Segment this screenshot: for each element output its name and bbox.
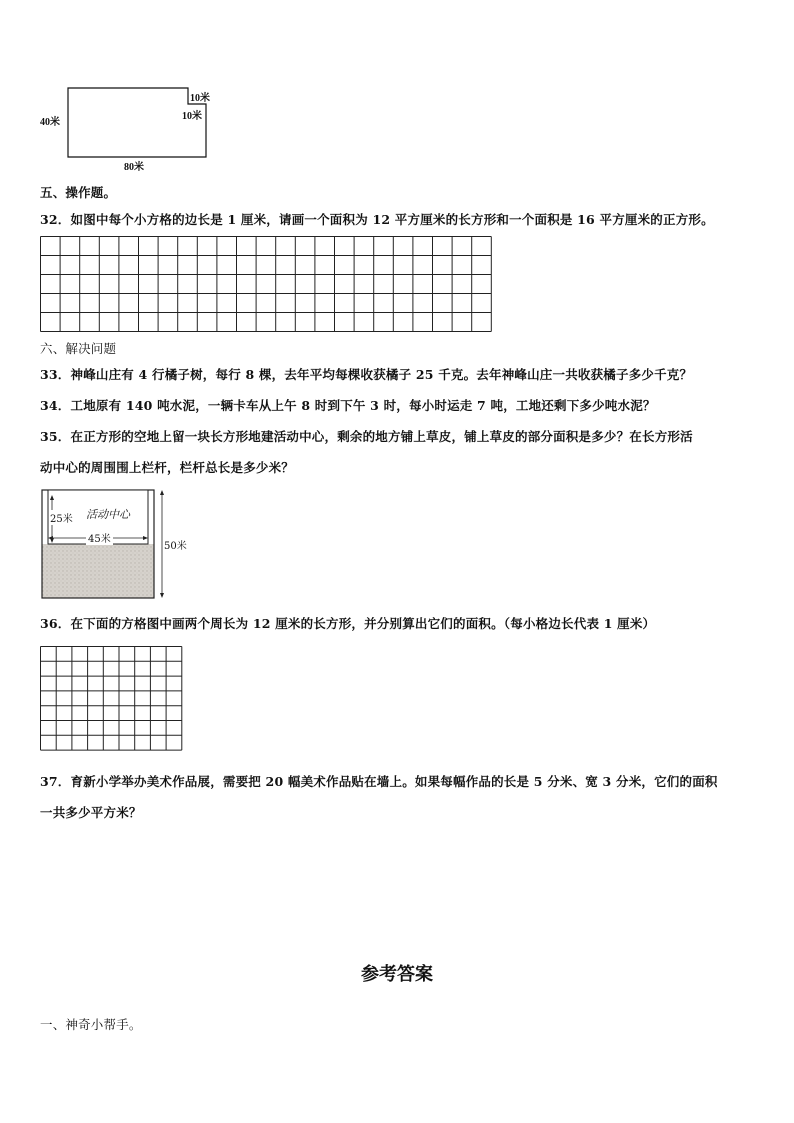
figure35-height-label: 25米 <box>50 510 73 525</box>
figure1-left-label: 40米 <box>40 117 60 128</box>
figure1-bottom-label: 80米 <box>124 162 144 173</box>
figure35-center-label: 活动中心 <box>86 508 130 521</box>
figure1-notch-top-label: 10米 <box>190 93 210 104</box>
figure35-width-label: 45米 <box>86 530 113 545</box>
section5-heading: 五、操作题。 <box>40 185 117 200</box>
question-37-line1: 37．育新小学举办美术作品展，需要把 20 幅美术作品贴在墙上。如果每幅作品的长是 5 分米、宽 3 分米，它们的面积 <box>40 774 718 789</box>
question-34: 34．工地原有 140 吨水泥，一辆卡车从上午 8 时到下午 3 时，每小时运走 7 吨，工地还剩下多少吨水泥？ <box>40 398 656 413</box>
question-35-line2: 动中心的周围围上栏杆，栏杆总长是多少米？ <box>40 460 295 475</box>
answers-title: 参考答案 <box>361 964 433 985</box>
question-37-line2: 一共多少平方米？ <box>40 805 142 820</box>
question-33: 33．神峰山庄有 4 行橘子树，每行 8 棵，去年平均每棵收获橘子 25 千克。去年神峰山庄一共收获橘子多少千克？ <box>40 367 693 382</box>
grid-question-36 <box>40 646 185 752</box>
question-36: 36．在下面的方格图中画两个周长为 12 厘米的长方形，并分别算出它们的面积。（每小格边长代表 1 厘米） <box>40 616 656 631</box>
figure35-side-label: 50米 <box>164 537 187 552</box>
section6-heading: 六、解决问题 <box>40 341 117 356</box>
figure1-notch-side-label: 10米 <box>182 111 202 122</box>
question-35-line1: 35．在正方形的空地上留一块长方形地建活动中心，剩余的地方铺上草皮，铺上草皮的部分面积是多少？在长方形活 <box>40 429 693 444</box>
grid-question-32 <box>40 236 496 334</box>
answers-section1-heading: 一、神奇小帮手。 <box>40 1017 142 1032</box>
question-32: 32．如图中每个小方格的边长是 1 厘米，请画一个面积为 12 平方厘米的长方形和一个面积是 16 平方厘米的正方形。 <box>40 212 714 227</box>
lawn-area <box>42 544 154 598</box>
